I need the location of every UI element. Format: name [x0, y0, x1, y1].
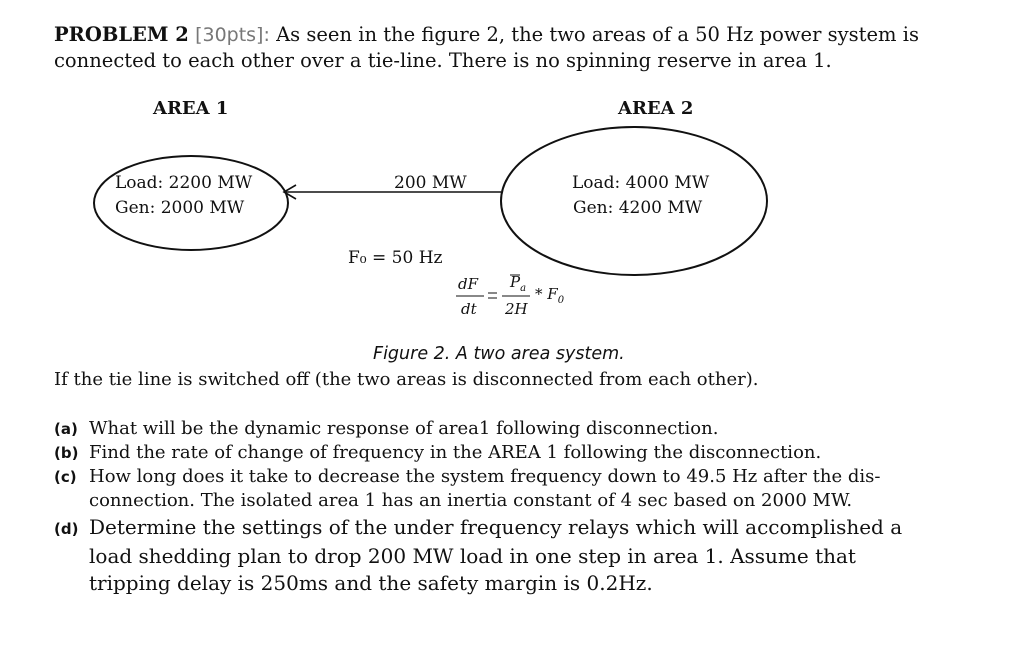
question-c-line-1: How long does it take to decrease the system frequency down to 49.5 Hz after the dis- [89, 466, 881, 487]
formula-rhs-denominator: 2H [505, 300, 528, 318]
problem-points: [30pts]: [195, 24, 270, 46]
question-d-line-2: load shedding plan to drop 200 MW load in one step in area 1. Assume that [89, 544, 856, 568]
area1-label: AREA 1 [153, 98, 229, 119]
figure-caption: Figure 2. A two area system. [373, 344, 625, 364]
question-a-label: (a) [54, 420, 78, 438]
question-b-text: Find the rate of change of frequency in the AREA 1 following the disconnection. [89, 442, 822, 463]
formula-lhs-numerator: dF [458, 275, 479, 293]
tie-line-flow-label: 200 MW [394, 173, 467, 193]
intro-line-1: As seen in the figure 2, the two areas of a 50 Hz power system is [276, 23, 919, 46]
question-b-label: (b) [54, 444, 79, 462]
area2-label: AREA 2 [618, 98, 694, 119]
question-b [54, 441, 821, 465]
area2-load: Load: 4000 MW [572, 173, 710, 193]
formula-lhs-denominator: dt [461, 300, 477, 318]
question-d-line-1: Determine the settings of the under frequency relays which will accomplished a [89, 515, 903, 539]
formula-f-subscript: 0 [557, 295, 565, 306]
formula-rhs-tail [535, 285, 564, 306]
question-c-line-2: connection. The isolated area 1 has an inertia constant of 4 sec based on 2000 MW. [89, 490, 853, 511]
nominal-frequency-label: F₀ = 50 Hz [348, 248, 443, 268]
question-a-text: What will be the dynamic response of area1 following disconnection. [89, 418, 719, 439]
question-d-line-3: tripping delay is 250ms and the safety margin is 0.2Hz. [89, 571, 653, 595]
intro-line-2: connected to each other over a tie-line. There is no spinning reserve in area 1. [54, 49, 832, 72]
formula-p-subscript: a [520, 283, 527, 294]
formula-p-symbol: P [510, 273, 521, 291]
area1-gen: Gen: 2000 MW [115, 198, 245, 218]
area1-load: Load: 2200 MW [115, 173, 253, 193]
formula-f-symbol: * F [535, 285, 558, 303]
problem-title: PROBLEM 2 [54, 23, 189, 46]
formula-rhs-numerator [510, 273, 526, 294]
question-a [54, 417, 718, 441]
area2-gen: Gen: 4200 MW [573, 198, 703, 218]
question-d [54, 514, 902, 597]
question-c-label: (c) [54, 468, 77, 486]
question-d-label: (d) [54, 520, 79, 538]
question-c [54, 465, 880, 513]
problem-statement: If the tie line is switched off (the two areas is disconnected from each other). [54, 369, 759, 390]
